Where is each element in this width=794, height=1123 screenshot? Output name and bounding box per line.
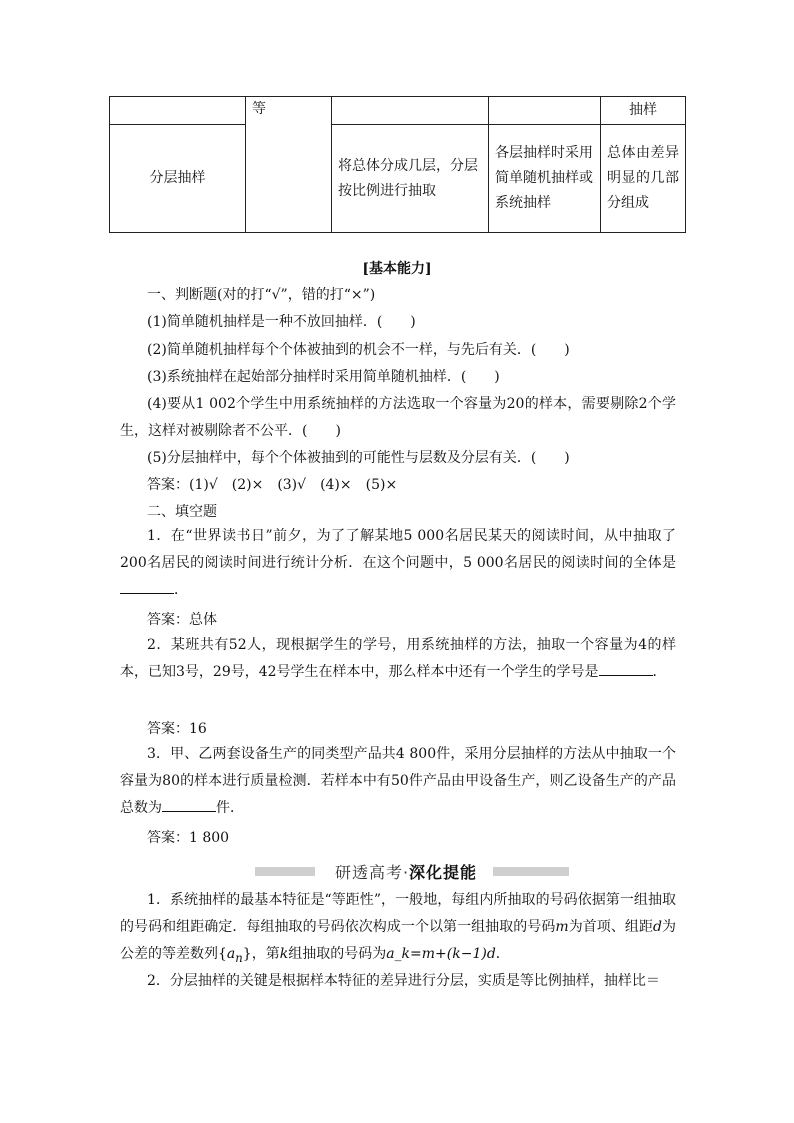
answer-3: 答案：1 800	[147, 830, 230, 846]
judge-item: (5)分层抽样中，每个个体被抽到的可能性与层数及分层有关．( )	[147, 450, 570, 466]
answer-blank	[120, 579, 174, 594]
table-cell: 分层抽样	[110, 125, 246, 233]
table-cell: 抽样	[601, 97, 686, 125]
answer-blank	[162, 797, 216, 812]
table-cell: 等	[246, 97, 332, 233]
fill-heading: 二、填空题	[147, 504, 217, 520]
question-2	[120, 632, 676, 686]
judge-item: (4)要从1 002个学生中用系统抽样的方法选取一个容量为20的样本，需要剔除2个学生，这样对被剔除者不公平．( )	[120, 396, 676, 439]
table-cell	[110, 97, 246, 125]
note-1: 1．系统抽样的最基本特征是“等距性”，一般地，每组内所抽取的号码依据第一组抽取的号码和组距确定．每组抽取的号码依次构成一个以第一组抽取的号码m为首项、组距d为公差的等差数列$\{a_n\}$，第k组抽取的号码为a_k=m+(k−1)d．	[120, 892, 677, 965]
question-3	[120, 741, 676, 822]
answer-blank	[599, 661, 653, 676]
answer-1: 答案：总体	[147, 612, 217, 628]
banner-title: 研透高考·深化提能	[334, 863, 478, 882]
judge-item: (1)简单随机抽样是一种不放回抽样．( )	[147, 314, 416, 330]
question-1	[120, 523, 676, 604]
section-title: [基本能力]	[362, 261, 432, 277]
question-tail: 件．	[216, 800, 244, 816]
table-cell: 各层抽样时采用简单随机抽样或系统抽样	[489, 125, 601, 233]
question-text: 2．某班共有52人，现根据学生的学号，用系统抽样的方法，抽取一个容量为4的样本，已知3号，29号，42号学生在样本中，那么样本中还有一个学生的学号是	[120, 637, 676, 680]
sampling-comparison-table	[109, 96, 686, 233]
table-row	[110, 125, 686, 233]
table-cell	[489, 97, 601, 125]
table-cell: 将总体分成几层，分层按比例进行抽取	[332, 125, 489, 233]
banner-bar-right	[493, 867, 569, 876]
note-2: 2．分层抽样的关键是根据样本特征的差异进行分层，实质是等比例抽样，抽样比＝	[147, 973, 660, 989]
judge-item: (2)简单随机抽样每个个体被抽到的机会不一样，与先后有关．( )	[147, 342, 570, 358]
table-row	[110, 97, 686, 125]
judge-answer: 答案：(1)√ (2)× (3)√ (4)× (5)×	[147, 477, 398, 493]
question-tail: ．	[174, 582, 188, 598]
section-banner	[255, 860, 569, 882]
banner-bar-left	[255, 867, 315, 876]
table-cell	[332, 97, 489, 125]
table-cell: 总体由差异明显的几部分组成	[601, 125, 686, 233]
judge-heading: 一、判断题(对的打“√”，错的打“×”)	[147, 287, 376, 303]
question-tail: ．	[652, 664, 667, 680]
formula: a_k=m+(k−1)d	[386, 946, 496, 962]
question-text: 1．在“世界读书日”前夕，为了了解某地5 000名居民某天的阅读时间，从中抽取了200名居民的阅读时间进行统计分析．在这个问题中，5 000名居民的阅读时间的全体是	[120, 528, 676, 571]
judge-item: (3)系统抽样在起始部分抽样时采用简单随机抽样．( )	[147, 369, 500, 385]
question-text: 3．甲、乙两套设备生产的同类型产品共4 800件，采用分层抽样的方法从中抽取一个容量为80的样本进行质量检测．若样本中有50件产品由甲设备生产，则乙设备生产的产品总数为	[120, 746, 676, 816]
answer-2: 答案：16	[147, 721, 207, 737]
